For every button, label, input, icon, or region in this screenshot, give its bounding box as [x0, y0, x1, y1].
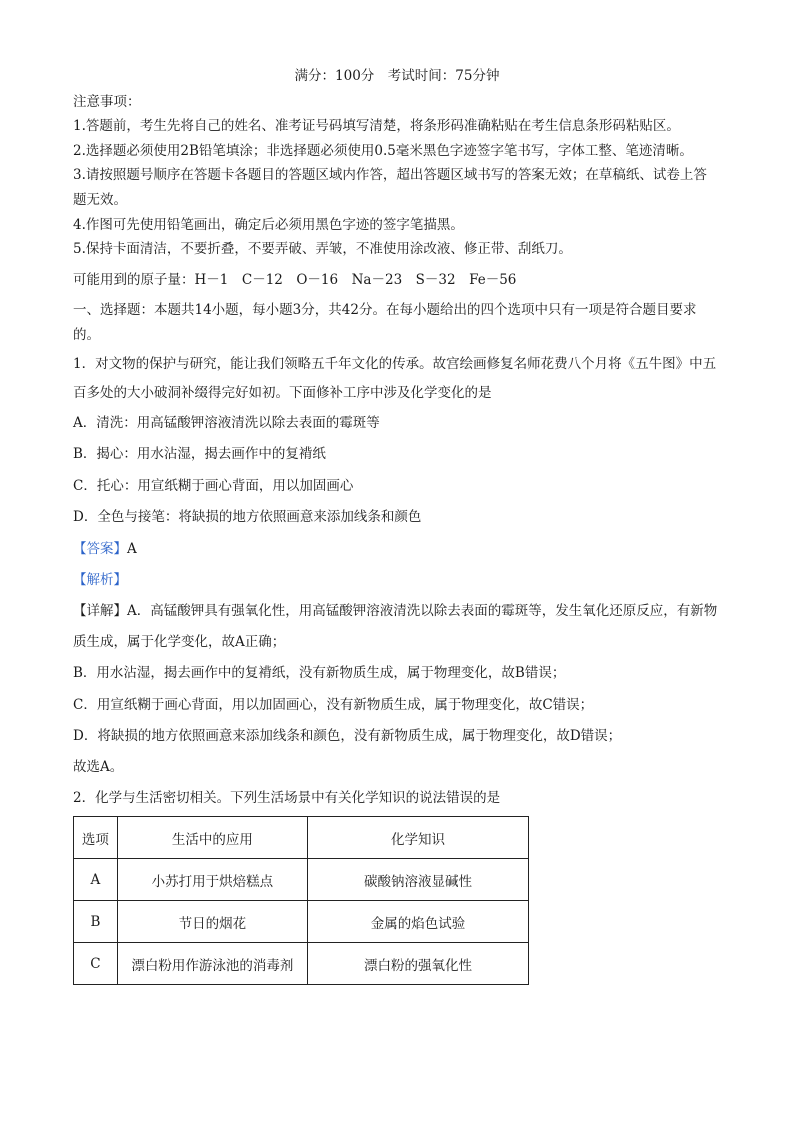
answer-value: A	[127, 540, 137, 557]
notice-item-5: 5.保持卡面清洁，不要折叠，不要弄破、弄皱，不准使用涂改液、修正带、刮纸刀。	[73, 241, 572, 258]
q1-option-c: C．托心：用宣纸糊于画心背面，用以加固画心	[73, 477, 354, 494]
table-cell: B	[74, 901, 118, 943]
table-cell: C	[74, 943, 118, 985]
detail-line-a: A．高锰酸钾具有强氧化性，用高锰酸钾溶液清洗以除去表面的霉斑等，发生氧化还原反应，有新物质生成，属于化学变化，故A正确；	[73, 603, 718, 651]
q1-option-a: A．清洗：用高锰酸钾溶液清洗以除去表面的霉斑等	[73, 414, 380, 431]
q1-answer	[73, 534, 721, 565]
atomic-masses: 可能用到的原子量：H－1 C－12 O－16 Na－23 S－32 Fe－56	[73, 271, 517, 288]
q1-detail-b: B．用水沾湿，揭去画作中的复褙纸，没有新物质生成，属于物理变化，故B错误；	[73, 665, 566, 682]
table-cell: 漂白粉的强氧化性	[307, 943, 528, 985]
notice-title: 注意事项：	[73, 93, 141, 110]
q2-table	[73, 816, 529, 985]
detail-label: 【详解】	[73, 603, 127, 620]
q1-stem: 1．对文物的保护与研究，能让我们领略五千年文化的传承。故宫绘画修复名师花费八个月将《五牛图》中五百多处的大小破洞补缀得完好如初。下面修补工序中涉及化学变化的是	[73, 355, 717, 401]
table-header-cell: 化学知识	[307, 817, 528, 859]
notice-item-2: 2.选择题必须使用2B铅笔填涂；非选择题必须使用0.5毫米黑色字迹签字笔书写，字体工整、笔迹清晰。	[73, 142, 693, 159]
table-row	[74, 901, 529, 943]
q1-detail-d: D．将缺损的地方依照画意来添加线条和颜色，没有新物质生成，属于物理变化，故D错误；	[73, 727, 622, 744]
table-header-cell: 生活中的应用	[117, 817, 307, 859]
q1-detail-c: C．用宣纸糊于画心背面，用以加固画心，没有新物质生成，属于物理变化，故C错误；	[73, 696, 594, 713]
q1-detail-a	[73, 596, 719, 658]
q1-option-d: D．全色与接笔：将缺损的地方依照画意来添加线条和颜色	[73, 509, 422, 526]
analysis-label: 【解析】	[73, 572, 127, 589]
exam-page	[73, 64, 721, 985]
table-row	[74, 859, 529, 901]
notice-item-1: 1.答题前，考生先将自己的姓名、准考证号码填写清楚，将条形码准确粘贴在考生信息条形码粘贴区。	[73, 118, 680, 135]
table-header-cell: 选项	[74, 817, 118, 859]
table-cell: 碳酸钠溶液显碱性	[307, 859, 528, 901]
notice-item-3: 3.请按照题号顺序在答题卡各题目的答题区域内作答，超出答题区域书写的答案无效；在草稿纸、试卷上答题无效。	[73, 167, 707, 208]
exam-header: 满分：100分 考试时间：75分钟	[294, 68, 500, 84]
table-cell: 小苏打用于烘焙糕点	[117, 859, 307, 901]
notice-item-4: 4.作图可先使用铅笔画出，确定后必须用黑色字迹的签字笔描黑。	[73, 216, 464, 233]
answer-label: 【答案】	[73, 540, 127, 557]
q1-analysis-label	[73, 565, 721, 596]
q1-option-b: B．揭心：用水沾湿，揭去画作中的复褙纸	[73, 446, 326, 463]
table-cell: 节日的烟花	[117, 901, 307, 943]
table-cell: A	[74, 859, 118, 901]
q1-conclusion: 故选A。	[73, 758, 124, 775]
table-header-row	[74, 817, 529, 859]
table-row	[74, 943, 529, 985]
table-cell: 金属的焰色试验	[307, 901, 528, 943]
q2-stem: 2．化学与生活密切相关。下列生活场景中有关化学知识的说法错误的是	[73, 790, 501, 807]
table-cell: 漂白粉用作游泳池的消毒剂	[117, 943, 307, 985]
section-heading: 一、选择题：本题共14小题，每小题3分，共42分。在每小题给出的四个选项中只有一项是符合题目要求的。	[73, 302, 697, 343]
